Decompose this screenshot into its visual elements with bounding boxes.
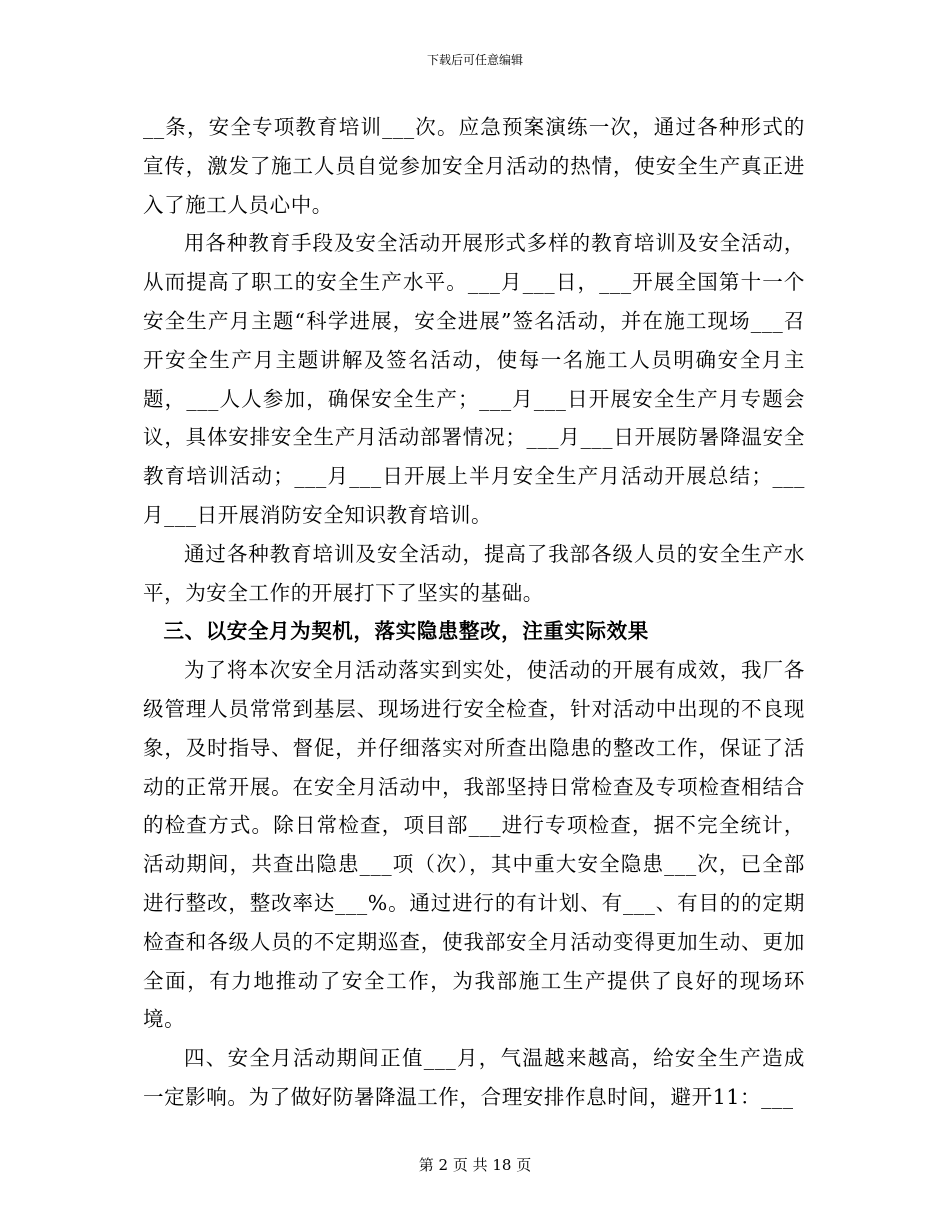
paragraph-4: 为了将本次安全月活动落实到实处，使活动的开展有成效，我厂各级管理人员常常到基层、现场进行安全检查，针对活动中出现的不良现象，及时指导、督促，并仔细落实对所查出隐患的整改工作，保证了活动的正常开展。在安全月活动中，我部坚持日常检查及专项检查相结合的检查方式。除日常检查，项目部___进行专项检查，据不完全统计，活动期间，共查出隐患___项（次），其中重大安全隐患___次，已全部进行整改，整改率达___%。通过进行的有计划、有___、有目的的定期检查和各级人员的不定期巡查，使我部安全月活动变得更加生动、更加全面，有力地推动了安全工作，为我部施工生产提供了良好的现场环境。 (143, 658, 805, 1032)
page-header-note: 下载后可任意编辑 (426, 53, 523, 67)
document-body (143, 108, 805, 1117)
paragraph-2: 用各种教育手段及安全活动开展形式多样的教育培训及安全活动，从而提高了职工的安全生产水平。___月___日，___开展全国第十一个安全生产月主题“科学进展，安全进展”签名活动，并在施工现场___召开安全生产月主题讲解及签名活动，使每一名施工人员明确安全月主题，___人人参加，确保安全生产；___月___日开展安全生产月专题会议，具体安排安全生产月活动部署情况；___月___日开展防暑降温安全教育培训活动；___月___日开展上半月安全生产月活动开展总结；___月___日开展消防安全知识教育培训。 (143, 231, 805, 527)
paragraph-3: 通过各种教育培训及安全活动，提高了我部各级人员的安全生产水平，为安全工作的开展打下了坚实的基础。 (143, 541, 805, 605)
page-number: 第 2 页 共 18 页 (418, 1156, 532, 1174)
section-heading-3: 三、以安全月为契机，落实隐患整改，注重实际效果 (163, 619, 649, 644)
paragraph-5: 四、安全月活动期间正值___月，气温越来越高，给安全生产造成一定影响。为了做好防暑降温工作，合理安排作息时间，避开11：___ (143, 1046, 805, 1109)
paragraph-1: __条，安全专项教育培训___次。应急预案演练一次，通过各种形式的宣传，激发了施工人员自觉参加安全月活动的热情，使安全生产真正进入了施工人员心中。 (143, 115, 805, 217)
